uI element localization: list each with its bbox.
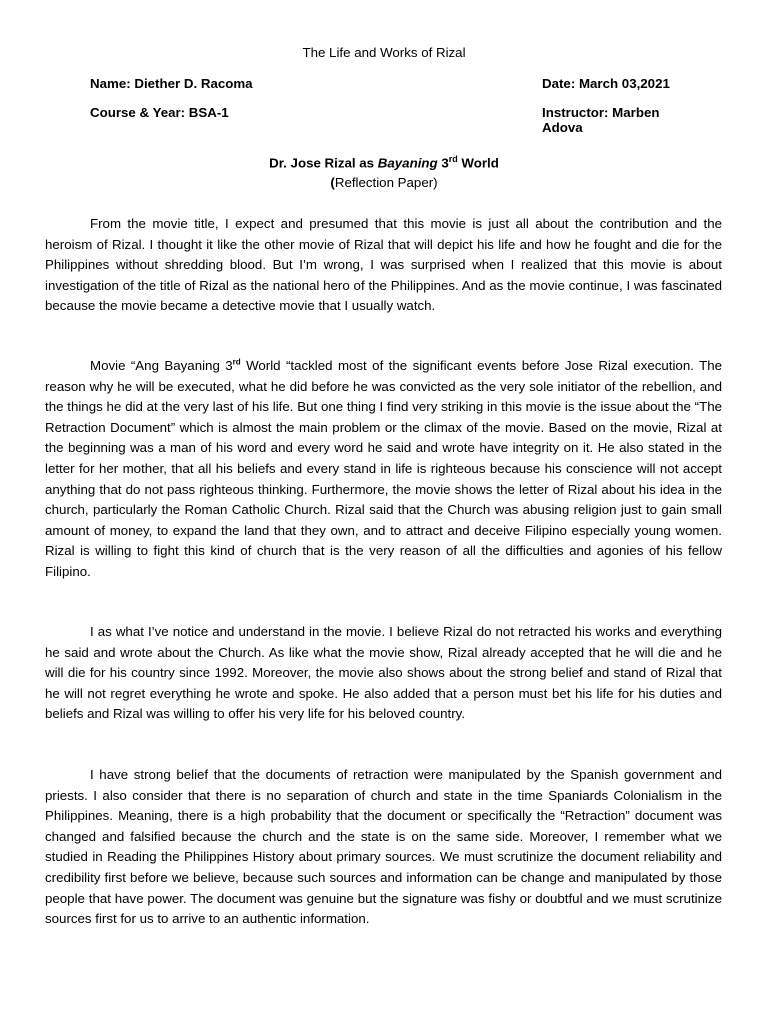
essay-title-superscript: rd bbox=[448, 154, 458, 164]
essay-title-suffix: World bbox=[457, 155, 499, 171]
header-row-course-instructor bbox=[90, 105, 690, 135]
course-year: Course & Year: BSA-1 bbox=[90, 105, 229, 120]
paragraph-3: I as what I’ve notice and understand in the movie. I believe Rizal do not retracted his works and everything he said and wrote about the Church. As like what the movie show, Rizal already accepted that he will die and he will die for his country since 1992. Moreover, the movie also shows about the strong belief and stand of Rizal that he will not regret everything he wrote and spoke. He also added that a person must bet his life for his duties and beliefs and Rizal was willing to offer his very life for his beloved country. bbox=[45, 624, 722, 722]
essay-title bbox=[0, 154, 768, 170]
instructor-name: Instructor: Marben Adova bbox=[542, 105, 660, 135]
essay-title-italic: Bayaning bbox=[377, 155, 438, 171]
essay-subtitle-text: Reflection Paper) bbox=[334, 175, 438, 190]
paragraph-2 bbox=[45, 356, 722, 583]
course-title: The Life and Works of Rizal bbox=[302, 45, 466, 60]
essay-title-number: 3 bbox=[437, 155, 449, 171]
paragraph-1: From the movie title, I expect and presumed that this movie is just all about the contribution and the heroism of Rizal. I thought it like the other movie of Rizal that will depict his life and how he fought and die for the Philippines without shredding blood. But I’m wrong, I was surprised when I realized that this movie is about investigation of the title of Rizal as the national hero of the Philippines. And as the movie continue, I was fascinated because the movie became a detective movie that I usually watch. bbox=[45, 216, 722, 314]
student-name: Name: Diether D. Racoma bbox=[90, 76, 253, 91]
paragraph-2-prefix: Movie “Ang Bayaning 3 bbox=[90, 358, 233, 373]
paragraph-2-rest: World “tackled most of the significant events before Jose Rizal execution. The reason why he will be executed, what he did before he was convicted as the very sole initiator of the rebellion, and the things he did at the very last of his life. But one thing I find very striking in this movie is the issue about the “The Retraction Document” which is almost the main problem or the climax of the movie. Based on the movie, Rizal at the beginning was a man of his word and every word he said and wrote have integrity on it. He also stated in the letter for her mother, that all his beliefs and every stand in life is righteous because his conscience will not accept anything that do not pass righteous thinking. Furthermore, the movie shows the letter of Rizal about his idea in the church, particularly the Roman Catholic Church. Rizal said that the Church was abusing religion just to gain small amount of money, to expand the land that they own, and to attract and deceive Filipino especially young women. Rizal is willing to fight this kind of church that is the very reason of all the difficulties and agonies of his fellow Filipino. bbox=[45, 358, 723, 579]
header-row-name-date bbox=[90, 76, 690, 91]
paragraph-2-superscript: rd bbox=[232, 357, 241, 367]
submission-date: Date: March 03,2021 bbox=[542, 76, 670, 91]
essay-title-prefix: Dr. Jose Rizal as bbox=[269, 155, 378, 171]
paragraph-4: I have strong belief that the documents of retraction were manipulated by the Spanish government and priests. I also consider that there is no separation of church and state in the time Spaniards Colonialism in the Philippines. Meaning, there is a high probability that the document or specifically the “Retraction” document was changed and falsified because the church and the state is on the same side. Moreover, I remember what we studied in Reading the Philippines History about primary sources. We must scrutinize the document reliability and credibility first before we believe, because such sources and information can be change and manipulated by those people that have power. The document was genuine but the signature was fishy or doubtful and we must scrutinize sources first for us to arrive to an authentic information. bbox=[45, 767, 722, 927]
essay-subtitle-open-paren: ( bbox=[330, 175, 335, 190]
essay-subtitle bbox=[0, 175, 768, 190]
